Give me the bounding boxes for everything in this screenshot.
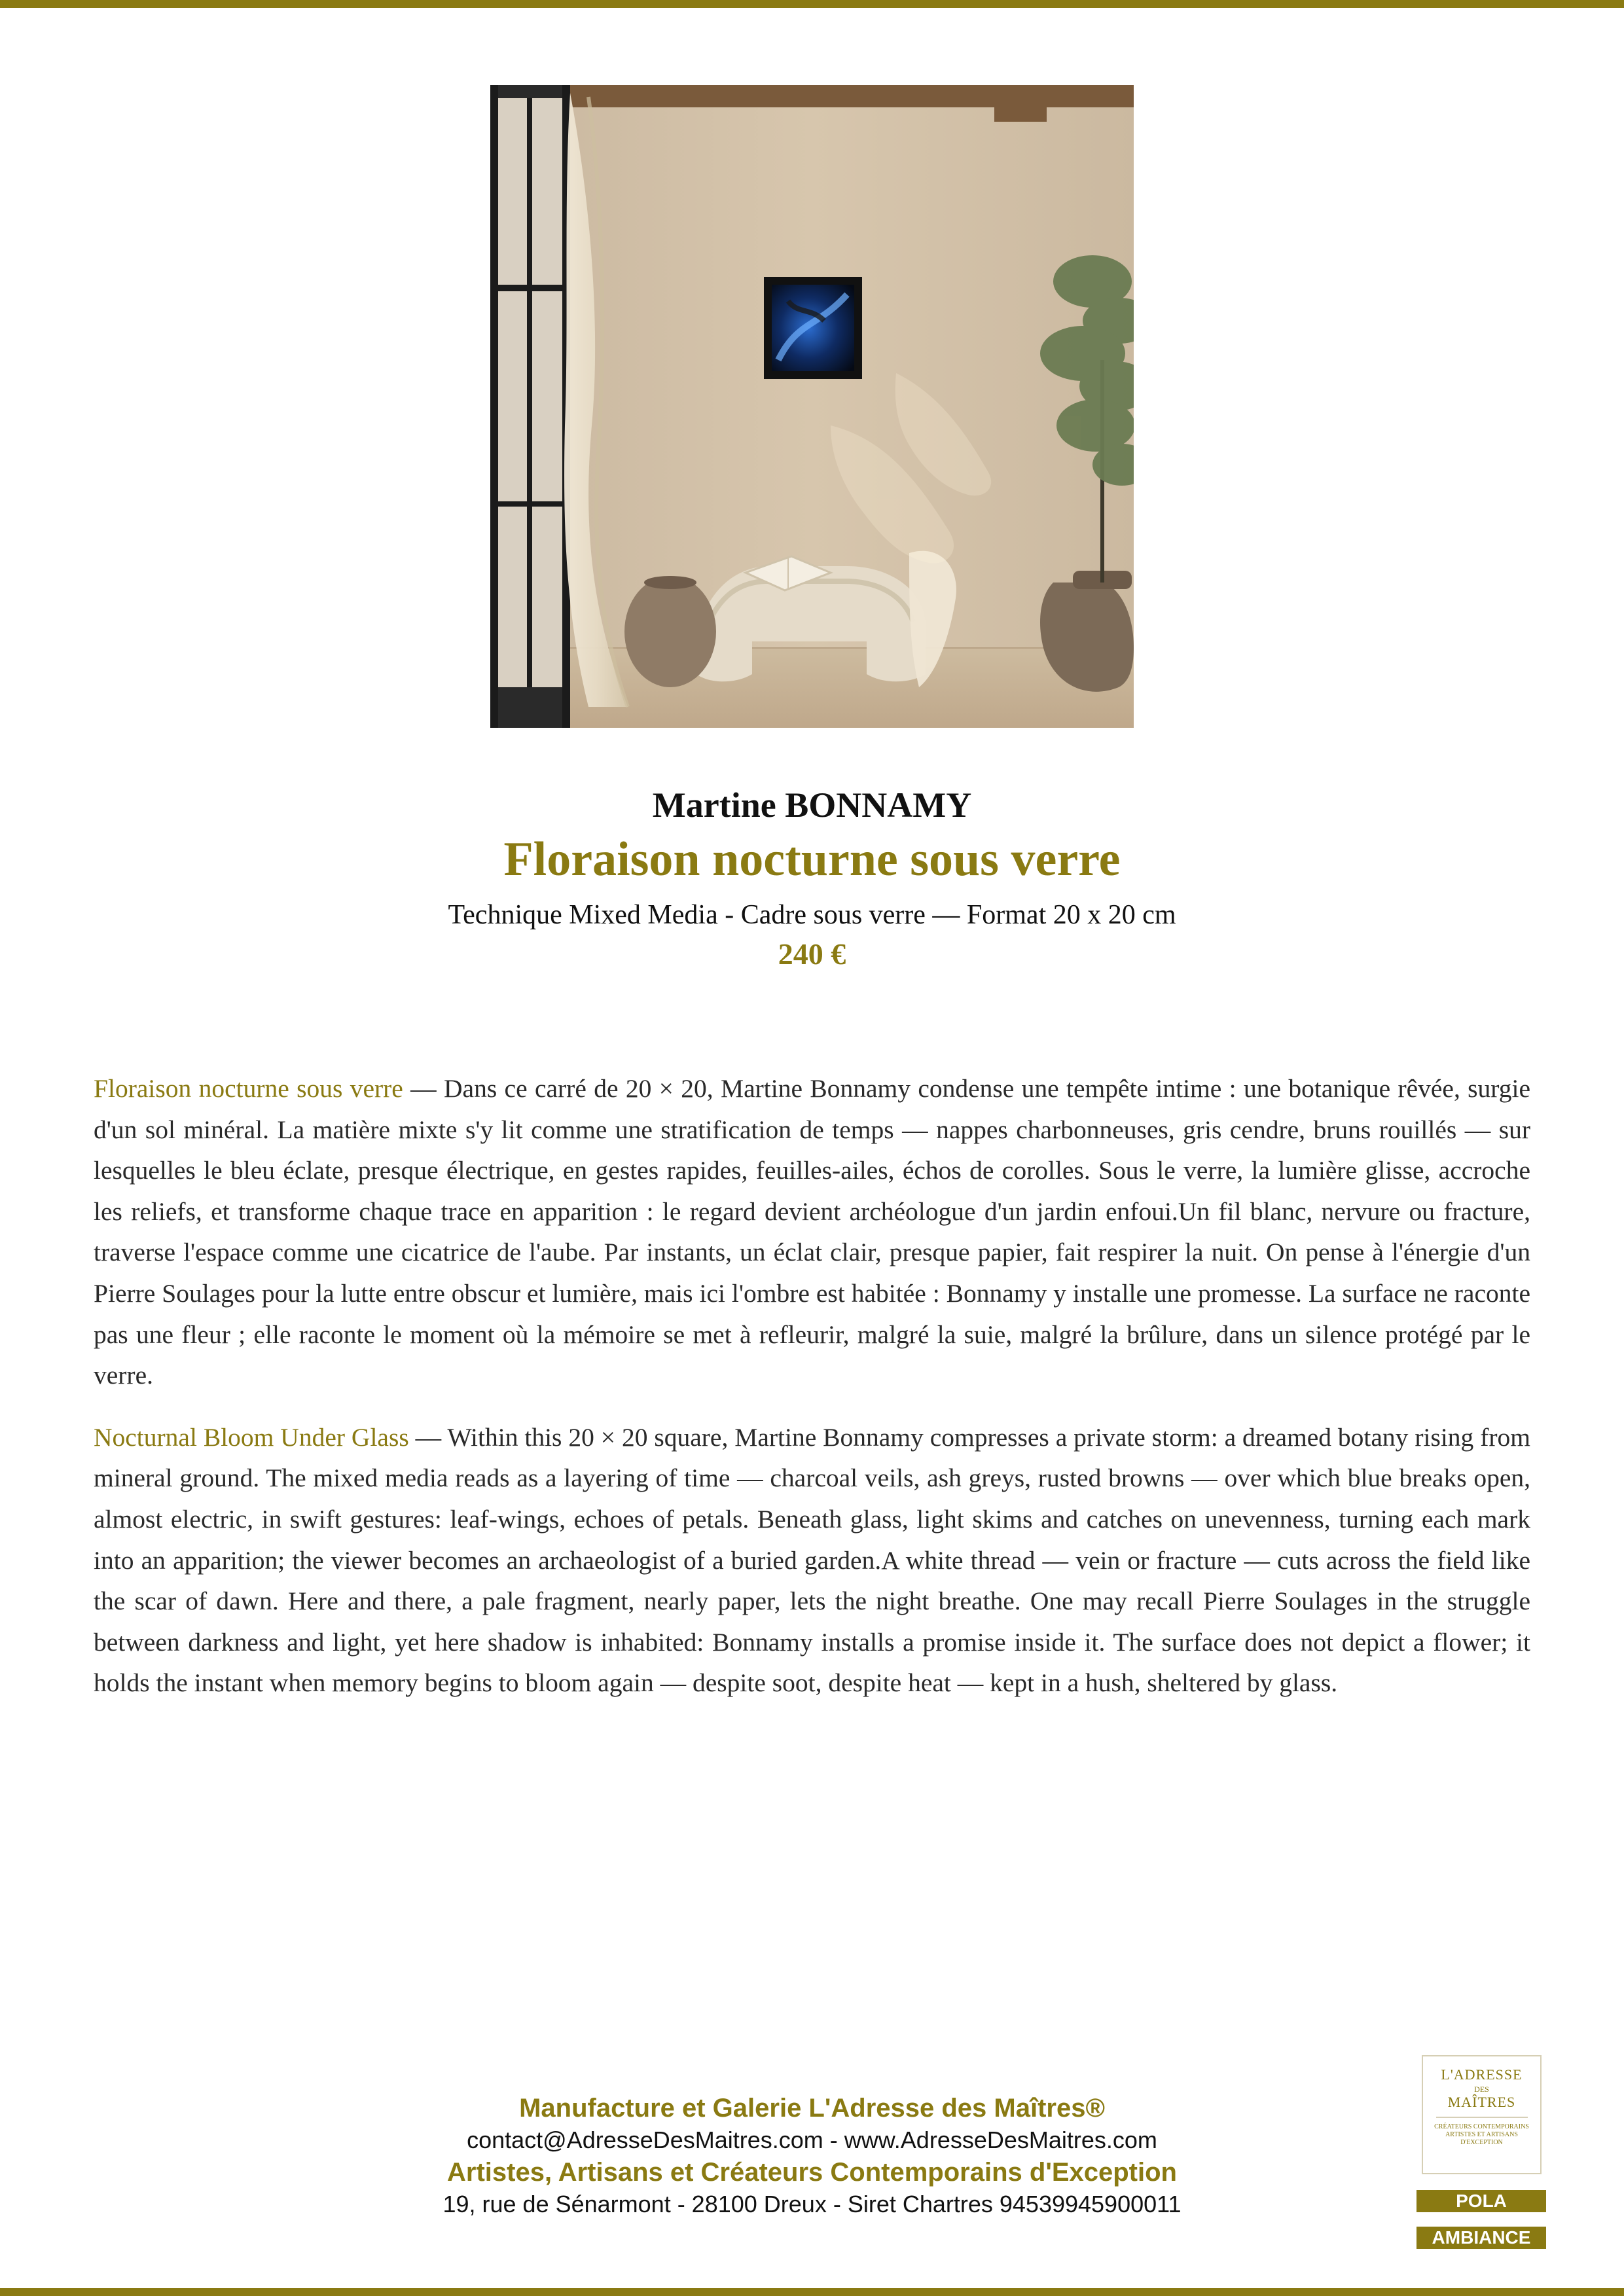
logo-line-3: MAÎTRES xyxy=(1447,2094,1516,2110)
footer-address-line: 19, rue de Sénarmont - 28100 Dreux - Siret Chartres 94539945900011 xyxy=(442,2191,1182,2217)
ambiance-photo xyxy=(490,85,1134,728)
footer-line-1: Manufacture et Galerie L'Adresse des Maîtres® xyxy=(519,2094,1105,2123)
tag-ambiance: AMBIANCE xyxy=(1416,2227,1546,2249)
logo-tagline: CRÉATEURS CONTEMPORAINS ARTISTES ET ARTISANS D'EXCEPTION xyxy=(1434,2123,1529,2146)
top-accent-rule xyxy=(0,0,1624,8)
bottom-accent-rule xyxy=(0,2288,1624,2296)
footer-line-3: Artistes, Artisans et Créateurs Contemporains d'Exception xyxy=(447,2158,1177,2187)
description-fr xyxy=(94,1068,1530,1396)
description-en xyxy=(94,1417,1530,1704)
artist-name: Martine BONNAMY xyxy=(652,785,972,825)
logo-line-2: DES xyxy=(1474,2085,1489,2094)
footer-contact-line: contact@AdresseDesMaitres.com - www.AdresseDesMaitres.com xyxy=(467,2126,1157,2153)
logo-rule xyxy=(1436,2117,1528,2118)
logo-line-1: L'ADRESSE xyxy=(1441,2066,1523,2083)
artwork-title: Floraison nocturne sous verre xyxy=(503,833,1121,886)
tag-pola: POLA xyxy=(1416,2190,1546,2212)
artwork-description xyxy=(94,1068,1530,1704)
artwork-specs: Technique Mixed Media - Cadre sous verre — Format 20 x 20 cm xyxy=(448,900,1176,930)
gallery-footer xyxy=(0,2092,1624,2220)
description-fr-text: — Dans ce carré de 20 × 20, Martine Bonnamy condense une tempête intime : une botanique rêvée, surgie d'un sol minéral. La matière mixte s'y lit comme une stratification de temps — nappes charbonneuses, gris cendre, bruns rouillés — sur lesquelles le bleu éclate, presque électrique, en gestes rapides, feuilles-ailes, échos de corolles. Sous le verre, la lumière glisse, accroche les reliefs, et transforme chaque trace en apparition : le regard devient archéologue d'un jardin enfoui.Un fil blanc, nervure ou fracture, traverse l'espace comme une cicatrice de l'aube. Par instants, un éclat clair, presque papier, fait respirer la nuit. On pense à l'énergie d'un Pierre Soulages pour la lutte entre obscur et lumière, mais ici l'ombre est habitée : Bonnamy y installe une promesse. La surface ne raconte pas une fleur ; elle raconte le moment où la mémoire se met à refleurir, malgré la suie, malgré la brûlure, dans un silence protégé par le verre. xyxy=(94,1074,1530,1390)
artwork-price: 240 € xyxy=(778,937,846,971)
artwork-meta xyxy=(0,782,1624,973)
description-en-lead: Nocturnal Bloom Under Glass xyxy=(94,1422,409,1452)
description-fr-lead: Floraison nocturne sous verre xyxy=(94,1074,403,1103)
gallery-logo xyxy=(1422,2055,1542,2174)
description-en-text: — Within this 20 × 20 square, Martine Bonnamy compresses a private storm: a dreamed botany rising from mineral ground. The mixed media reads as a layering of time — charcoal veils, ash greys, rusted browns — over which blue breaks open, almost electric, in swift gestures: leaf-wings, echoes of petals. Beneath glass, light skims and catches on unevenness, turning each mark into an apparition; the viewer becomes an archaeologist of a buried garden.A white thread — vein or fracture — cuts across the field like the scar of dawn. Here and there, a pale fragment, nearly paper, lets the night breathe. One may recall Pierre Soulages in the struggle between darkness and light, yet here shadow is inhabited: Bonnamy installs a promise inside it. The surface does not depict a flower; it holds the instant when memory begins to bloom again — despite soot, despite heat — kept in a hush, sheltered by glass. xyxy=(94,1422,1530,1698)
